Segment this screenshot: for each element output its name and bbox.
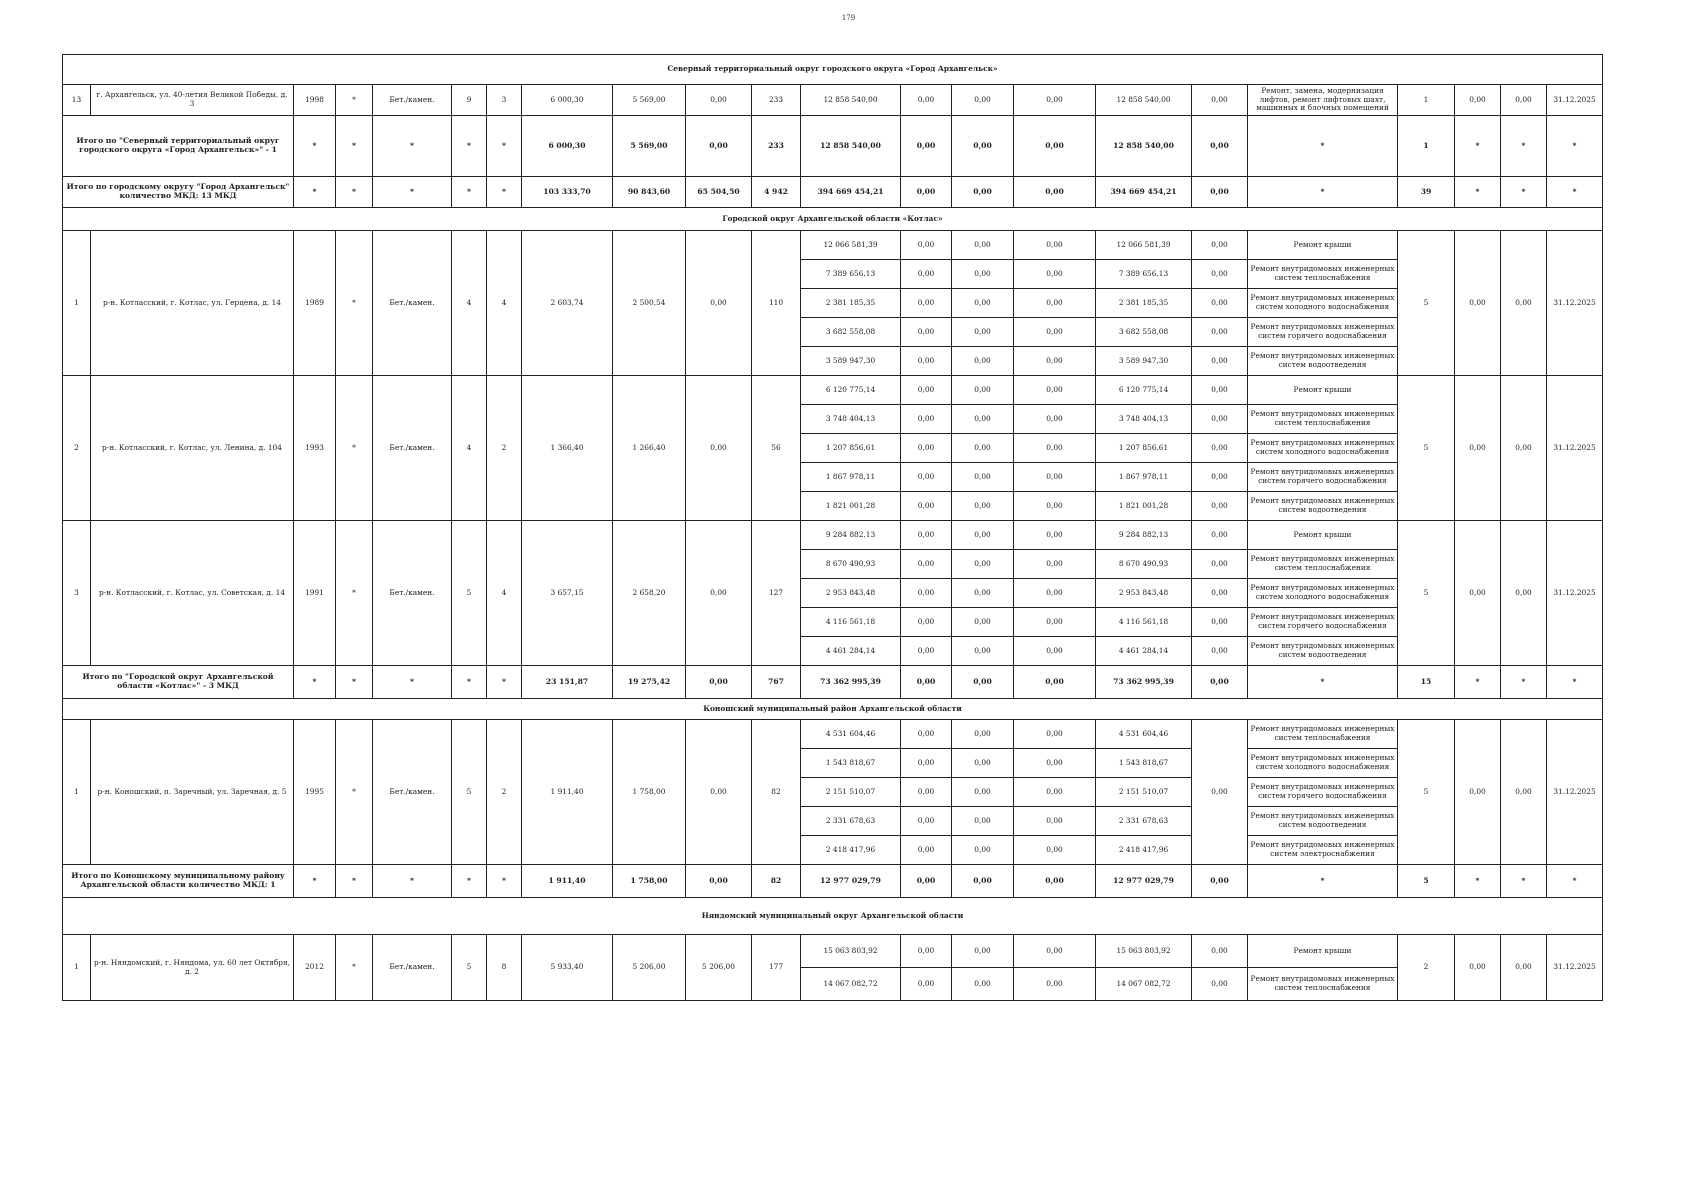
table-row: 3 р-н. Котласский, г. Котлас, ул. Советская, д. 14 1991 * Бет./камен. 5 4 3 657,15 2 658,20 0,00 127 9 284 882,13 0,00 0,00 0,00 9 284 882,13 0,00 Ремонт крыши 5 0,00 0,00 31.12.2025 bbox=[63, 521, 1603, 550]
repair-program-table bbox=[62, 54, 1603, 1001]
work-type-cell: Ремонт крыши bbox=[1248, 935, 1398, 968]
work-type-cell: Ремонт крыши bbox=[1248, 521, 1398, 550]
table-row: 3 682 558,08 0,00 0,00 0,00 3 682 558,08 0,00 Ремонт внутридомовых инженерных систем горячего водоснабжения bbox=[63, 318, 1603, 347]
work-type-cell: Ремонт внутридомовых инженерных систем водоотведения bbox=[1248, 637, 1398, 666]
table-row: 3 589 947,30 0,00 0,00 0,00 3 589 947,30 0,00 Ремонт внутридомовых инженерных систем водоотведения bbox=[63, 347, 1603, 376]
work-type-cell: Ремонт внутридомовых инженерных систем водоотведения bbox=[1248, 807, 1398, 836]
work-type-cell: Ремонт внутридомовых инженерных систем горячего водоснабжения bbox=[1248, 778, 1398, 807]
section-row bbox=[63, 898, 1603, 935]
total-label: Итого по городскому округу "Город Архангельск" количество МКД: 13 МКД bbox=[63, 177, 294, 208]
total-label: Итого по Коношскому муниципальному району Архангельской области количество МКД: 1 bbox=[63, 865, 294, 898]
table-row: 1 543 818,67 0,00 0,00 0,00 1 543 818,67 Ремонт внутридомовых инженерных систем холодного водоснабжения bbox=[63, 749, 1603, 778]
table-row: 13 г. Архангельск, ул. 40-летия Великой Победы, д. 3 1998 * Бет./камен. 9 3 6 000,30 5 569,00 0,00 233 12 858 540,00 0,00 0,00 0,00 12 858 540,00 0,00 Ремонт, замена, модернизация лифтов, ремонт лифтовых шахт, машинных и блочных помещений 1 0,00 0,00 31.12.2025 bbox=[63, 85, 1603, 116]
work-type-cell: Ремонт внутридомовых инженерных систем холодного водоснабжения bbox=[1248, 289, 1398, 318]
table-row: 1 р-н. Няндомский, г. Няндома, ул. 60 лет Октября, д. 2 2012 * Бет./камен. 5 8 5 933,40 5 206,00 5 206,00 177 15 063 803,92 0,00 0,00 0,00 15 063 803,92 0,00 Ремонт крыши 2 0,00 0,00 31.12.2025 bbox=[63, 935, 1603, 968]
table-row: 2 953 843,48 0,00 0,00 0,00 2 953 843,48 0,00 Ремонт внутридомовых инженерных систем холодного водоснабжения bbox=[63, 579, 1603, 608]
table-row: 1 р-н. Коношский, п. Заречный, ул. Заречная, д. 5 1995 * Бет./камен. 5 2 1 911,40 1 758,00 0,00 82 4 531 604,46 0,00 0,00 0,00 4 531 604,46 0,00 Ремонт внутридомовых инженерных систем теплоснабжения 5 0,00 0,00 31.12.2025 bbox=[63, 720, 1603, 749]
table-row: 2 р-н. Котласский, г. Котлас, ул. Ленина, д. 104 1993 * Бет./камен. 4 2 1 366,40 1 266,40 0,00 56 6 120 775,14 0,00 0,00 0,00 6 120 775,14 0,00 Ремонт крыши 5 0,00 0,00 31.12.2025 bbox=[63, 376, 1603, 405]
section-title: Северный территориальный округ городского округа «Город Архангельск» bbox=[63, 55, 1603, 85]
work-type-cell: Ремонт внутридомовых инженерных систем холодного водоснабжения bbox=[1248, 579, 1398, 608]
address-cell: р-н. Котласский, г. Котлас, ул. Герцена, д. 14 bbox=[91, 231, 294, 376]
section-title: Коношский муниципальный район Архангельской области bbox=[63, 699, 1603, 720]
section-row bbox=[63, 208, 1603, 231]
work-type-cell: Ремонт крыши bbox=[1248, 376, 1398, 405]
work-type-cell: Ремонт внутридомовых инженерных систем горячего водоснабжения bbox=[1248, 608, 1398, 637]
total-row: Итого по "Северный территориальный округ городского округа «Город Архангельск»" - 1 * * * * * 6 000,30 5 569,00 0,00 233 12 858 540,00 0,00 0,00 0,00 12 858 540,00 0,00 * 1 * * * bbox=[63, 116, 1603, 177]
address-cell: г. Архангельск, ул. 40-летия Великой Победы, д. 3 bbox=[91, 85, 294, 116]
table-row: 1 821 001,28 0,00 0,00 0,00 1 821 001,28 0,00 Ремонт внутридомовых инженерных систем водоотведения bbox=[63, 492, 1603, 521]
address-cell: р-н. Котласский, г. Котлас, ул. Советская, д. 14 bbox=[91, 521, 294, 666]
work-type-cell: Ремонт внутридомовых инженерных систем теплоснабжения bbox=[1248, 550, 1398, 579]
section-title: Городской округ Архангельской области «Котлас» bbox=[63, 208, 1603, 231]
work-type-cell: Ремонт внутридомовых инженерных систем электроснабжения bbox=[1248, 836, 1398, 865]
work-type-cell: Ремонт внутридомовых инженерных систем теплоснабжения bbox=[1248, 405, 1398, 434]
total-row: Итого по Коношскому муниципальному району Архангельской области количество МКД: 1 * * * * * 1 911,40 1 758,00 0,00 82 12 977 029,79 0,00 0,00 0,00 12 977 029,79 0,00 * 5 * * * bbox=[63, 865, 1603, 898]
table-row: 1 207 856,61 0,00 0,00 0,00 1 207 856,61 0,00 Ремонт внутридомовых инженерных систем холодного водоснабжения bbox=[63, 434, 1603, 463]
section-title: Няндомский муниципальный округ Архангельской области bbox=[63, 898, 1603, 935]
table-row: 2 418 417,96 0,00 0,00 0,00 2 418 417,96 Ремонт внутридомовых инженерных систем электроснабжения bbox=[63, 836, 1603, 865]
total-label: Итого по "Северный территориальный округ городского округа «Город Архангельск»" - 1 bbox=[63, 116, 294, 177]
work-type-cell: Ремонт внутридомовых инженерных систем холодного водоснабжения bbox=[1248, 749, 1398, 778]
work-type-cell: Ремонт внутридомовых инженерных систем водоотведения bbox=[1248, 492, 1398, 521]
total-row: Итого по городскому округу "Город Архангельск" количество МКД: 13 МКД * * * * * 103 333,70 90 843,60 65 504,50 4 942 394 669 454,21 0,00 0,00 0,00 394 669 454,21 0,00 * 39 * * * bbox=[63, 177, 1603, 208]
table-row: 4 461 284,14 0,00 0,00 0,00 4 461 284,14 0,00 Ремонт внутридомовых инженерных систем водоотведения bbox=[63, 637, 1603, 666]
table-row: 3 748 404,13 0,00 0,00 0,00 3 748 404,13 0,00 Ремонт внутридомовых инженерных систем теплоснабжения bbox=[63, 405, 1603, 434]
page-number: 179 bbox=[841, 14, 856, 22]
section-row bbox=[63, 55, 1603, 85]
table-row: 1 р-н. Котласский, г. Котлас, ул. Герцена, д. 14 1989 * Бет./камен. 4 4 2 603,74 2 500,54 0,00 110 12 066 581,39 0,00 0,00 0,00 12 066 581,39 0,00 Ремонт крыши 5 0,00 0,00 31.12.2025 bbox=[63, 231, 1603, 260]
work-type-cell: Ремонт, замена, модернизация лифтов, ремонт лифтовых шахт, машинных и блочных помещений bbox=[1248, 85, 1398, 116]
work-type-cell: Ремонт внутридомовых инженерных систем теплоснабжения bbox=[1248, 968, 1398, 1001]
work-type-cell: Ремонт внутридомовых инженерных систем теплоснабжения bbox=[1248, 720, 1398, 749]
address-cell: р-н. Няндомский, г. Няндома, ул. 60 лет Октября, д. 2 bbox=[91, 935, 294, 1001]
table-row: 2 381 185,35 0,00 0,00 0,00 2 381 185,35 0,00 Ремонт внутридомовых инженерных систем холодного водоснабжения bbox=[63, 289, 1603, 318]
table-row: 8 670 490,93 0,00 0,00 0,00 8 670 490,93 0,00 Ремонт внутридомовых инженерных систем теплоснабжения bbox=[63, 550, 1603, 579]
total-row: Итого по "Городской округ Архангельской области «Котлас»" - 3 МКД * * * * * 23 151,87 19 275,42 0,00 767 73 362 995,39 0,00 0,00 0,00 73 362 995,39 0,00 * 15 * * * bbox=[63, 666, 1603, 699]
work-type-cell: Ремонт внутридомовых инженерных систем горячего водоснабжения bbox=[1248, 463, 1398, 492]
table-row: 2 151 510,07 0,00 0,00 0,00 2 151 510,07 Ремонт внутридомовых инженерных систем горячего водоснабжения bbox=[63, 778, 1603, 807]
work-type-cell: Ремонт внутридомовых инженерных систем холодного водоснабжения bbox=[1248, 434, 1398, 463]
address-cell: р-н. Коношский, п. Заречный, ул. Заречная, д. 5 bbox=[91, 720, 294, 865]
table-row: 14 067 082,72 0,00 0,00 0,00 14 067 082,72 0,00 Ремонт внутридомовых инженерных систем теплоснабжения bbox=[63, 968, 1603, 1001]
table-row: 1 867 978,11 0,00 0,00 0,00 1 867 978,11 0,00 Ремонт внутридомовых инженерных систем горячего водоснабжения bbox=[63, 463, 1603, 492]
section-row bbox=[63, 699, 1603, 720]
work-type-cell: Ремонт внутридомовых инженерных систем водоотведения bbox=[1248, 347, 1398, 376]
total-label: Итого по "Городской округ Архангельской области «Котлас»" - 3 МКД bbox=[63, 666, 294, 699]
table-row: 4 116 561,18 0,00 0,00 0,00 4 116 561,18 0,00 Ремонт внутридомовых инженерных систем горячего водоснабжения bbox=[63, 608, 1603, 637]
table-row: 7 389 656,13 0,00 0,00 0,00 7 389 656,13 0,00 Ремонт внутридомовых инженерных систем теплоснабжения bbox=[63, 260, 1603, 289]
work-type-cell: Ремонт внутридомовых инженерных систем горячего водоснабжения bbox=[1248, 318, 1398, 347]
table-row: 2 331 678,63 0,00 0,00 0,00 2 331 678,63 Ремонт внутридомовых инженерных систем водоотведения bbox=[63, 807, 1603, 836]
work-type-cell: Ремонт внутридомовых инженерных систем теплоснабжения bbox=[1248, 260, 1398, 289]
address-cell: р-н. Котласский, г. Котлас, ул. Ленина, д. 104 bbox=[91, 376, 294, 521]
work-type-cell: Ремонт крыши bbox=[1248, 231, 1398, 260]
